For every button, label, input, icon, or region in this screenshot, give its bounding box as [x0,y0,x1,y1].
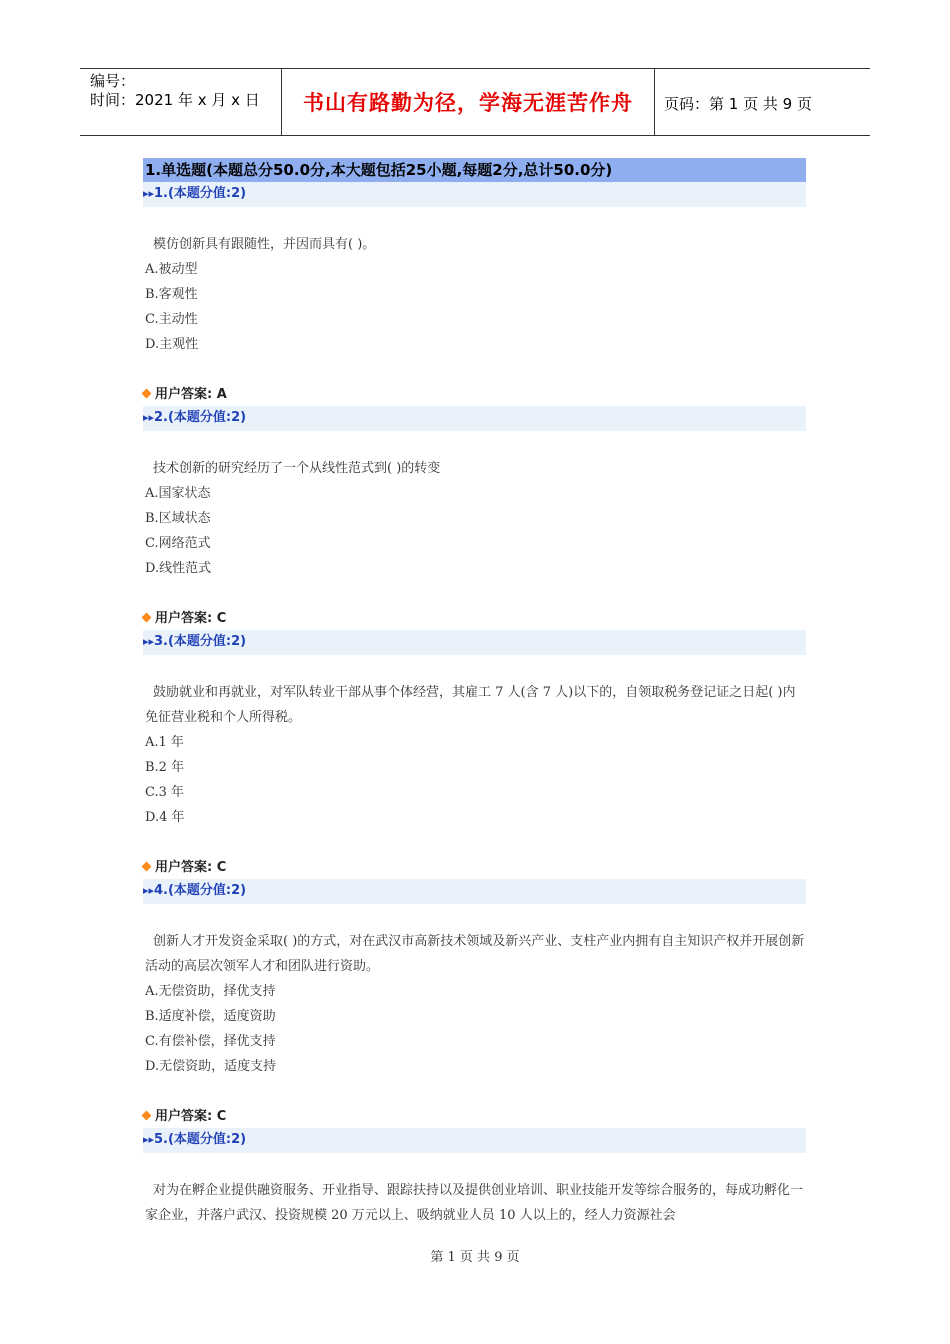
option-a: A.被动型 [145,262,198,277]
orange-diamond-icon [142,389,152,399]
question-stem: 技术创新的研究经历了一个从线性范式到( )的转变 [153,461,441,476]
double-arrow-icon: ▸▸ [143,187,155,200]
header-motto: 书山有路勤为径，学海无涯苦作舟 [303,91,633,115]
question-stem: 对为在孵企业提供融资服务、开业指导、跟踪扶持以及提供创业培训、职业技能开发等综合服务的，每成功孵化一家企业，并落户武汉、投资规模 20 万元以上、吸纳就业人员 10 人以上的，经人力资源社会 [145,1183,804,1223]
question-header [143,406,806,431]
question-head-label: 4.(本题分值:2) [154,883,247,898]
section-title: 1.单选题(本题总分50.0分,本大题包括25小题,每题2分,总计50.0分) [143,158,806,182]
option-d: D.无偿资助，适度支持 [145,1059,277,1074]
header-divider-right [654,68,655,136]
user-answer: 用户答案: C [143,856,226,875]
option-c: C.有偿补偿，择优支持 [145,1034,276,1049]
option-d: D.主观性 [145,337,199,352]
option-d: D.4 年 [145,810,185,825]
question-header [143,182,806,207]
double-arrow-icon: ▸▸ [143,884,155,897]
orange-diamond-icon [142,1111,152,1121]
user-answer: 用户答案: C [143,607,226,626]
question-head-label: 1.(本题分值:2) [154,186,247,201]
option-a: A.国家状态 [145,486,211,501]
double-arrow-icon: ▸▸ [143,411,155,424]
option-d: D.线性范式 [145,561,212,576]
question-stem: 模仿创新具有跟随性，并因而具有( )。 [153,237,376,252]
double-arrow-icon: ▸▸ [143,1133,155,1146]
question-head-label: 3.(本题分值:2) [154,634,247,649]
double-arrow-icon: ▸▸ [143,635,155,648]
question-head-label: 2.(本题分值:2) [154,410,247,425]
option-b: B.区域状态 [145,511,211,526]
question-header [143,879,806,904]
question-stem: 创新人才开发资金采取( )的方式，对在武汉市高新技术领域及新兴产业、支柱产业内拥有自主知识产权并开展创新活动的高层次领军人才和团队进行资助。 [145,934,805,974]
question-header [143,630,806,655]
header-page-info: 页码：第 1 页 共 9 页 [664,95,812,113]
question-head-label: 5.(本题分值:2) [154,1132,247,1147]
user-answer: 用户答案: C [143,1105,226,1124]
option-c: C.3 年 [145,785,185,800]
orange-diamond-icon [142,862,152,872]
page-footer: 第 1 页 共 9 页 [430,1250,520,1265]
option-a: A.无偿资助，择优支持 [145,984,276,999]
orange-diamond-icon [142,613,152,623]
option-c: C.主动性 [145,312,198,327]
header-meta [90,72,260,110]
time-label: 时间：2021 年 x 月 x 日 [90,91,260,109]
option-b: B.适度补偿，适度资助 [145,1009,276,1024]
user-answer: 用户答案: A [143,383,227,402]
option-b: B.2 年 [145,760,185,775]
question-stem: 鼓励就业和再就业，对军队转业干部从事个体经营，其雇工 7 人(含 7 人)以下的，自领取税务登记证之日起( )内免征营业税和个人所得税。 [145,685,796,725]
option-c: C.网络范式 [145,536,211,551]
serial-label: 编号： [90,72,136,90]
option-b: B.客观性 [145,287,198,302]
question-header [143,1128,806,1153]
option-a: A.1 年 [145,735,184,750]
